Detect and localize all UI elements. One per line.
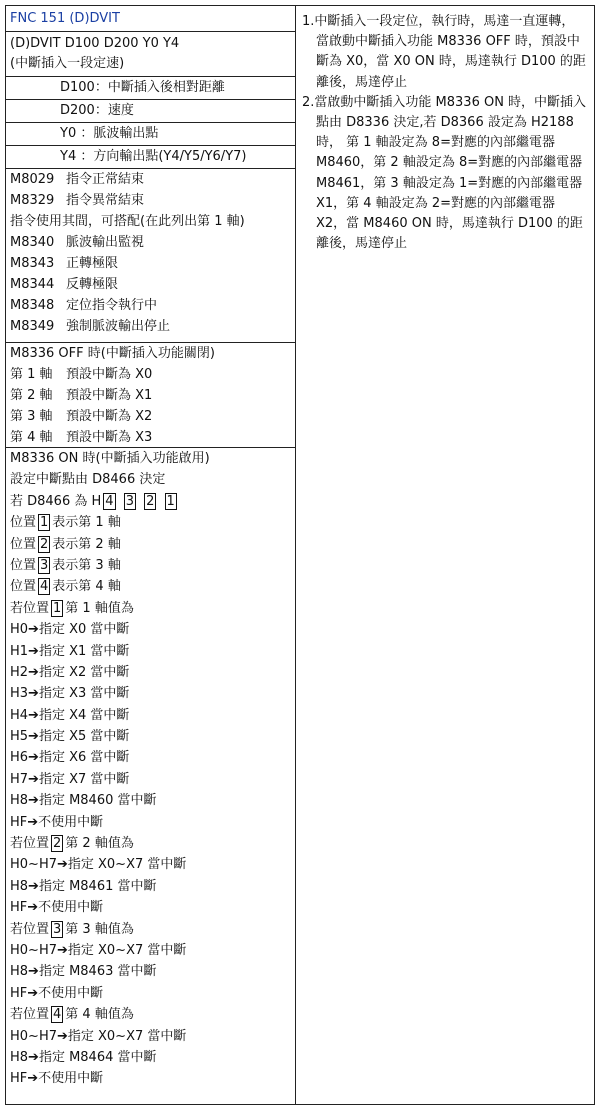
preset-cell xyxy=(6,343,295,448)
on-heading: M8336 ON 時(中斷插入功能啟用) xyxy=(10,451,210,466)
instruction-table xyxy=(5,5,595,1105)
position-number-box: 1 xyxy=(53,600,62,616)
flag-code: M8029 xyxy=(10,172,55,187)
position-meaning: 第 1 軸值為 xyxy=(65,600,134,616)
notes-cell xyxy=(302,12,588,254)
flag-desc: 反轉極限 xyxy=(66,277,119,292)
preset-axis: 第 2 軸 xyxy=(10,388,53,403)
value-line: H0~H7➔指定 X0~X7 當中斷 xyxy=(10,1028,187,1044)
position-prefix: 若位置 xyxy=(10,921,50,937)
param-distance: D100：中斷插入後相對距離 xyxy=(6,77,295,100)
position-number-box: 3 xyxy=(53,921,62,937)
value-line: H6➔指定 X6 當中斷 xyxy=(10,750,130,766)
flag-row xyxy=(10,295,291,316)
preset-heading: M8336 OFF 時(中斷插入功能關閉) xyxy=(10,346,215,361)
position-meaning: 第 4 軸值為 xyxy=(65,1007,134,1023)
preset-desc: 預設中斷為 X1 xyxy=(66,388,153,403)
position-meaning: 表示第 2 軸 xyxy=(52,536,121,552)
position-meaning: 表示第 1 軸 xyxy=(52,515,121,531)
position-1-heading xyxy=(10,598,291,619)
hex-digit-box: 1 xyxy=(166,493,175,509)
value-line: H8➔指定 M8460 當中斷 xyxy=(10,793,157,809)
syntax-description: (中斷插入一段定速) xyxy=(10,56,125,71)
hex-layout-line xyxy=(10,491,291,512)
preset-axis: 第 3 軸 xyxy=(10,409,53,424)
note-item: 2.當啟動中斷插入功能 M8336 ON 時，中斷插入點由 D8336 決定,若 D8366 設定為 H2188 時， 第 1 軸設定為 8=對應的內部繼電器 M8460，第 2 軸設定為 8=對應的內部繼電器 M8461，第 3 軸設定為 1=對應的內部繼電器 X1，第 4 軸設定為 2=對應的內部繼電器 X2，當 M8460 ON 時，馬達執行 D100 的距離後，馬達停止 xyxy=(302,94,587,252)
position-prefix: 若位置 xyxy=(10,836,50,852)
value-line: H0➔指定 X0 當中斷 xyxy=(10,622,130,638)
position-meaning: 第 3 軸值為 xyxy=(65,921,134,937)
preset-axis: 第 4 軸 xyxy=(10,430,53,445)
flag-desc: 定位指令執行中 xyxy=(66,298,158,313)
flag-desc: 指令異常結束 xyxy=(66,193,145,208)
param-speed: D200：速度 xyxy=(6,100,295,123)
left-column xyxy=(6,6,296,1104)
position-prefix: 位置 xyxy=(10,557,37,573)
flag-row xyxy=(10,190,291,211)
position-prefix: 位置 xyxy=(10,579,37,595)
notes-column xyxy=(296,6,594,1104)
value-line: H4➔指定 X4 當中斷 xyxy=(10,707,130,723)
hex-prefix: 若 D8466 為 H xyxy=(10,493,102,509)
value-line: HF➔不使用中斷 xyxy=(10,814,104,830)
preset-desc: 預設中斷為 X3 xyxy=(66,430,153,445)
position-number-box: 1 xyxy=(40,515,49,531)
position-number-box: 3 xyxy=(40,557,49,573)
value-line: H0~H7➔指定 X0~X7 當中斷 xyxy=(10,857,187,873)
flag-desc: 正轉極限 xyxy=(66,256,119,271)
syntax-cell xyxy=(6,32,295,77)
position-meaning: 第 2 軸值為 xyxy=(65,836,134,852)
value-line: H7➔指定 X7 當中斷 xyxy=(10,771,130,787)
param-direction-output: Y4 ：方向輸出點(Y4/Y5/Y6/Y7) xyxy=(6,146,295,169)
value-line: H8➔指定 M8463 當中斷 xyxy=(10,964,157,980)
preset-row xyxy=(10,364,291,385)
value-line: HF➔不使用中斷 xyxy=(10,900,104,916)
position-meaning: 表示第 3 軸 xyxy=(52,557,121,573)
flag-row xyxy=(10,253,291,274)
preset-row xyxy=(10,406,291,427)
flag-code: M8349 xyxy=(10,319,55,334)
interrupt-on-cell xyxy=(6,448,295,1090)
position-number-box: 4 xyxy=(53,1007,62,1023)
param-pulse-output: Y0 ：脈波輸出點 xyxy=(6,123,295,146)
flag-row xyxy=(10,169,291,190)
syntax-line: (D)DVIT D100 D200 Y0 Y4 xyxy=(10,36,180,51)
preset-row xyxy=(10,385,291,406)
position-meaning: 表示第 4 軸 xyxy=(52,579,121,595)
position-2-heading xyxy=(10,833,291,854)
on-set-line: 設定中斷點由 D8466 決定 xyxy=(10,472,166,488)
position-line xyxy=(10,576,291,597)
value-line: HF➔不使用中斷 xyxy=(10,985,104,1001)
preset-axis: 第 1 軸 xyxy=(10,367,53,382)
hex-digit-box: 3 xyxy=(125,493,134,509)
flag-code: M8343 xyxy=(10,256,55,271)
preset-row xyxy=(10,427,291,448)
flag-desc: 強制脈波輸出停止 xyxy=(66,319,171,334)
flag-row xyxy=(10,232,291,253)
hex-digit-box: 2 xyxy=(146,493,155,509)
note-item: 1.中斷插入一段定位，執行時，馬達一直運轉， 當啟動中斷插入功能 M8336 OFF 時，預設中斷為 X0，當 X0 ON 時，馬達執行 D100 的距離後，馬達停止 xyxy=(302,14,586,90)
value-line: H5➔指定 X5 當中斷 xyxy=(10,729,130,745)
value-line: H3➔指定 X3 當中斷 xyxy=(10,686,130,702)
position-number-box: 2 xyxy=(53,836,62,852)
position-line xyxy=(10,534,291,555)
value-line: H0~H7➔指定 X0~X7 當中斷 xyxy=(10,942,187,958)
flag-desc: 脈波輸出監視 xyxy=(66,235,145,250)
flag-code: M8329 xyxy=(10,193,55,208)
flag-code: M8344 xyxy=(10,277,55,292)
position-prefix: 位置 xyxy=(10,515,37,531)
value-line: HF➔不使用中斷 xyxy=(10,1071,104,1087)
flag-desc: 指令正常結束 xyxy=(66,172,145,187)
position-3-heading xyxy=(10,919,291,940)
position-prefix: 位置 xyxy=(10,536,37,552)
flag-row xyxy=(10,274,291,295)
value-line: H2➔指定 X2 當中斷 xyxy=(10,664,130,680)
value-line: H8➔指定 M8464 當中斷 xyxy=(10,1049,157,1065)
preset-desc: 預設中斷為 X0 xyxy=(66,367,153,382)
flag-row xyxy=(10,316,291,337)
position-4-heading xyxy=(10,1004,291,1025)
position-line xyxy=(10,512,291,533)
value-line: H8➔指定 M8461 當中斷 xyxy=(10,878,157,894)
flag-code: M8340 xyxy=(10,235,55,250)
value-line: H1➔指定 X1 當中斷 xyxy=(10,643,130,659)
position-number-box: 2 xyxy=(40,536,49,552)
position-number-box: 4 xyxy=(40,579,49,595)
instruction-title: FNC 151 (D)DVIT xyxy=(6,6,295,32)
position-line xyxy=(10,555,291,576)
preset-desc: 預設中斷為 X2 xyxy=(66,409,153,424)
flags-cell xyxy=(6,169,295,343)
flag-code: M8348 xyxy=(10,298,55,313)
position-prefix: 若位置 xyxy=(10,600,50,616)
flag-note: 指令使用其間，可搭配(在此列出第 1 軸) xyxy=(10,214,245,229)
hex-digit-box: 4 xyxy=(105,493,114,509)
position-prefix: 若位置 xyxy=(10,1007,50,1023)
